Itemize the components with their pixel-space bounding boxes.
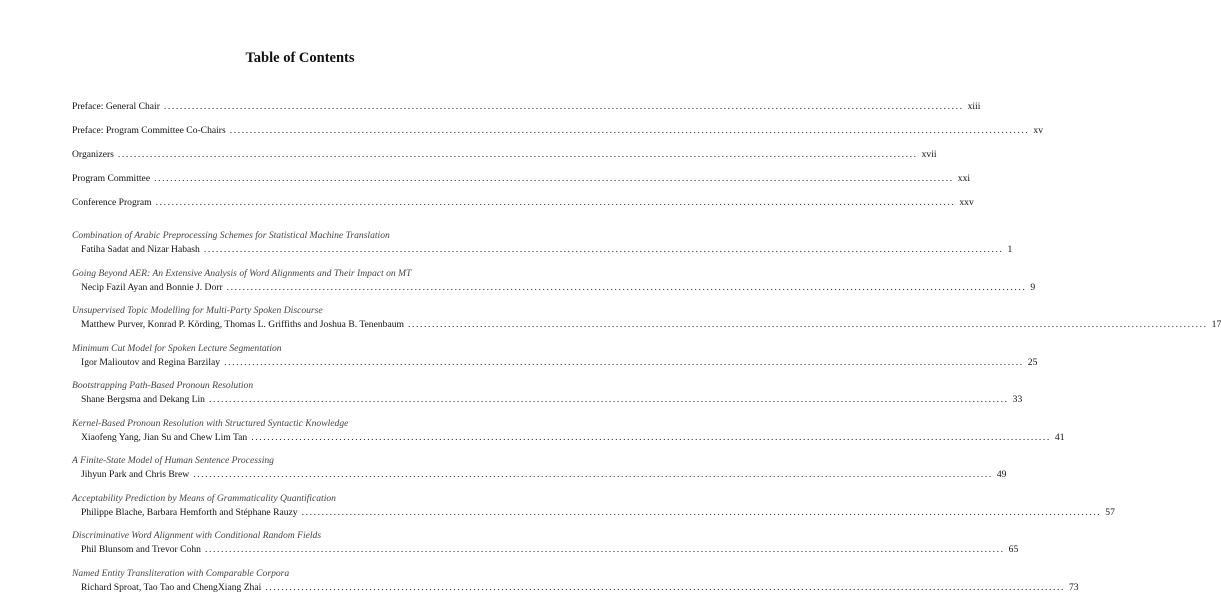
leader-dots: ........................................................................................................................................................................................................ [156,197,956,209]
leader-dots: ........................................................................................................................................................................................................ [224,357,1024,369]
paper-title: Going Beyond AER: An Extensive Analysis of Word Alignments and Their Impact on MT [72,268,530,280]
paper-entry[interactable] [72,418,530,456]
paper-entry[interactable] [72,455,530,493]
paper-page: 33 [1013,394,1023,406]
paper-authors: Philippe Blache, Barbara Hemforth and Stéphane Rauzy [81,507,298,519]
leader-dots: ........................................................................................................................................................................................................ [227,282,1027,294]
toc-entry[interactable] [72,149,530,173]
toc-entry[interactable] [72,197,530,221]
paper-page: 1 [1008,244,1013,256]
paper-page: 17 [1212,319,1221,331]
toc-entry-page: xxi [958,173,970,185]
paper-title: Unsupervised Topic Modelling for Multi-Party Spoken Discourse [72,305,530,317]
paper-entry[interactable] [72,230,530,268]
paper-authors: Fatiha Sadat and Nizar Habash [81,244,200,256]
paper-list [72,230,530,605]
paper-page: 65 [1009,544,1019,556]
page-title: Table of Contents [0,50,600,67]
leader-dots: ........................................................................................................................................................................................................ [302,507,1102,519]
paper-authors: Igor Malioutov and Regina Barzilay [81,357,220,369]
paper-authors: Necip Fazil Ayan and Bonnie J. Dorr [81,282,223,294]
paper-title: Discriminative Word Alignment with Conditional Random Fields [72,530,530,542]
toc-entry[interactable] [72,173,530,197]
toc-entry-page: xvii [922,149,937,161]
toc-entry-page: xv [1033,125,1043,137]
paper-title: Named Entity Transliteration with Comparable Corpora [72,568,530,580]
paper-authors: Richard Sproat, Tao Tao and ChengXiang Zhai [81,582,261,594]
leader-dots: ........................................................................................................................................................................................................ [154,173,954,185]
paper-title: A Finite-State Model of Human Sentence Processing [72,455,530,467]
paper-page: 57 [1105,507,1115,519]
toc-entry-label: Conference Program [72,197,152,209]
leader-dots: ........................................................................................................................................................................................................ [164,101,964,113]
leader-dots: ........................................................................................................................................................................................................ [204,244,1004,256]
paper-title: Bootstrapping Path-Based Pronoun Resolution [72,380,530,392]
paper-entry[interactable] [72,530,530,568]
paper-page: 41 [1055,432,1065,444]
paper-entry[interactable] [72,380,530,418]
leader-dots: ........................................................................................................................................................................................................ [209,394,1009,406]
toc-entry-label: Organizers [72,149,114,161]
paper-page: 9 [1030,282,1035,294]
paper-authors: Xiaofeng Yang, Jian Su and Chew Lim Tan [81,432,247,444]
leader-dots: ........................................................................................................................................................................................................ [251,432,1051,444]
leader-dots: ........................................................................................................................................................................................................ [205,544,1005,556]
leader-dots: ........................................................................................................................................................................................................ [265,582,1065,594]
toc-entry[interactable] [72,125,530,149]
toc-entry[interactable] [72,101,530,125]
toc-entry-label: Preface: Program Committee Co-Chairs [72,125,226,137]
leader-dots: ........................................................................................................................................................................................................ [118,149,918,161]
toc-entry-label: Program Committee [72,173,150,185]
paper-authors: Matthew Purver, Konrad P. Körding, Thomas L. Griffiths and Joshua B. Tenenbaum [81,319,404,331]
paper-entry[interactable] [72,343,530,381]
paper-authors: Shane Bergsma and Dekang Lin [81,394,205,406]
paper-entry[interactable] [72,268,530,306]
paper-authors: Jihyun Park and Chris Brew [81,469,189,481]
leader-dots: ........................................................................................................................................................................................................ [193,469,993,481]
paper-entry[interactable] [72,568,530,605]
paper-title: Minimum Cut Model for Spoken Lecture Segmentation [72,343,530,355]
toc-entry-label: Preface: General Chair [72,101,160,113]
leader-dots: ........................................................................................................................................................................................................ [408,319,1208,331]
paper-page: 25 [1028,357,1038,369]
paper-title: Combination of Arabic Preprocessing Schemes for Statistical Machine Translation [72,230,530,242]
toc-entry-page: xiii [968,101,981,113]
leader-dots: ........................................................................................................................................................................................................ [230,125,1030,137]
front-matter-list [72,101,530,221]
paper-title: Acceptability Prediction by Means of Grammaticality Quantification [72,493,530,505]
paper-authors: Phil Blunsom and Trevor Cohn [81,544,201,556]
toc-entry-page: xxv [959,197,973,209]
paper-entry[interactable] [72,493,530,531]
paper-page: 73 [1069,582,1079,594]
paper-page: 49 [997,469,1007,481]
paper-entry[interactable] [72,305,530,343]
paper-title: Kernel-Based Pronoun Resolution with Structured Syntactic Knowledge [72,418,530,430]
